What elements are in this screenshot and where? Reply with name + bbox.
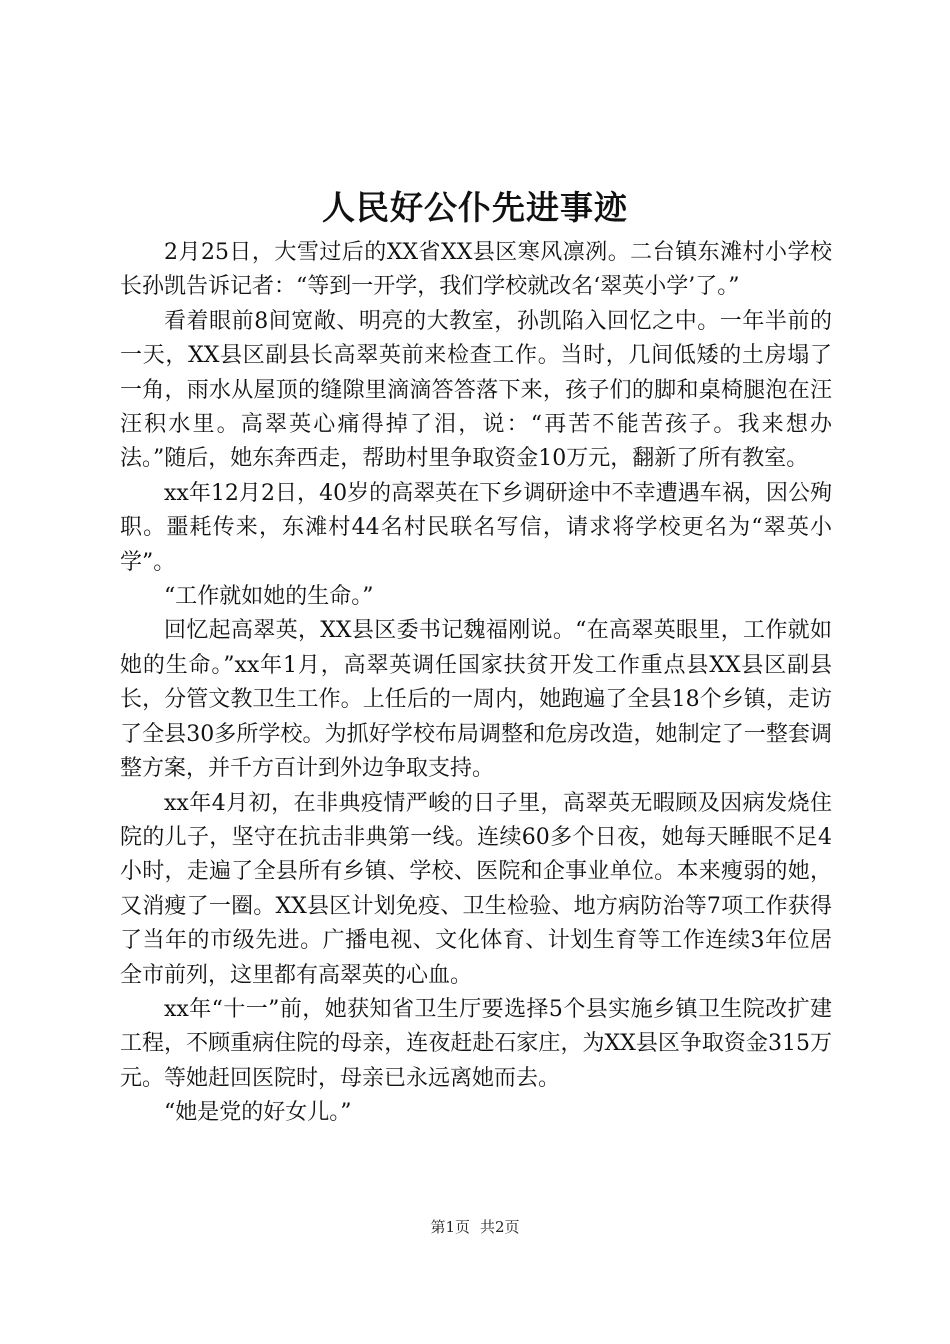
paragraph: “她是党的好女儿。” [164, 1100, 352, 1126]
page-number-current: 第1页 [430, 1218, 470, 1236]
page-footer [0, 1217, 950, 1237]
paragraph: “工作就如她的生命。” [164, 584, 374, 610]
document-body [120, 236, 832, 1131]
paragraph: 回忆起高翠英，XX县区委书记魏福刚说。“在高翠英眼里，工作就如她的生命。”xx年1月，高翠英调任国家扶贫开发工作重点县XX县区副县长，分管文教卫生工作。上任后的一周内，她跑遍了全县18个乡镇，走访了全县30多所学校。为抓好学校布局调整和危房改造，她制定了一整套调整方案，并千方百计到外边争取支持。 [120, 618, 832, 782]
paragraph: xx年12月2日，40岁的高翠英在下乡调研途中不幸遭遇车祸，因公殉职。噩耗传来，东滩村44名村民联名写信，请求将学校更名为“翠英小学”。 [120, 480, 832, 575]
page-number-total: 共2页 [480, 1218, 520, 1236]
paragraph: 2月25日，大雪过后的XX省XX县区寒风凛冽。二台镇东滩村小学校长孙凯告诉记者：“等到一开学，我们学校就改名‘翠英小学’了。” [120, 240, 832, 300]
paragraph: xx年4月初，在非典疫情严峻的日子里，高翠英无暇顾及因病发烧住院的儿子，坚守在抗击非典第一线。连续60多个日夜，她每天睡眠不足4小时，走遍了全县所有乡镇、学校、医院和企事业单位。本来瘦弱的她，又消瘦了一圈。XX县区计划免疫、卫生检验、地方病防治等7项工作获得了当年的市级先进。广播电视、文化体育、计划生育等工作连续3年位居全市前列，这里都有高翠英的心血。 [120, 790, 832, 988]
paragraph: xx年“十一”前，她获知省卫生厅要选择5个县实施乡镇卫生院改扩建工程，不顾重病住院的母亲，连夜赶赴石家庄，为XX县区争取资金315万元。等她赶回医院时，母亲已永远离她而去。 [120, 996, 832, 1091]
document-title: 人民好公仆先进事迹 [322, 188, 628, 227]
paragraph: 看着眼前8间宽敞、明亮的大教室，孙凯陷入回忆之中。一年半前的一天，XX县区副县长高翠英前来检查工作。当时，几间低矮的土房塌了一角，雨水从屋顶的缝隙里滴滴答答落下来，孩子们的脚和桌椅腿泡在汪汪积水里。高翠英心痛得掉了泪，说：“再苦不能苦孩子。我来想办法。”随后，她东奔西走，帮助村里争取资金10万元，翻新了所有教室。 [120, 308, 832, 472]
